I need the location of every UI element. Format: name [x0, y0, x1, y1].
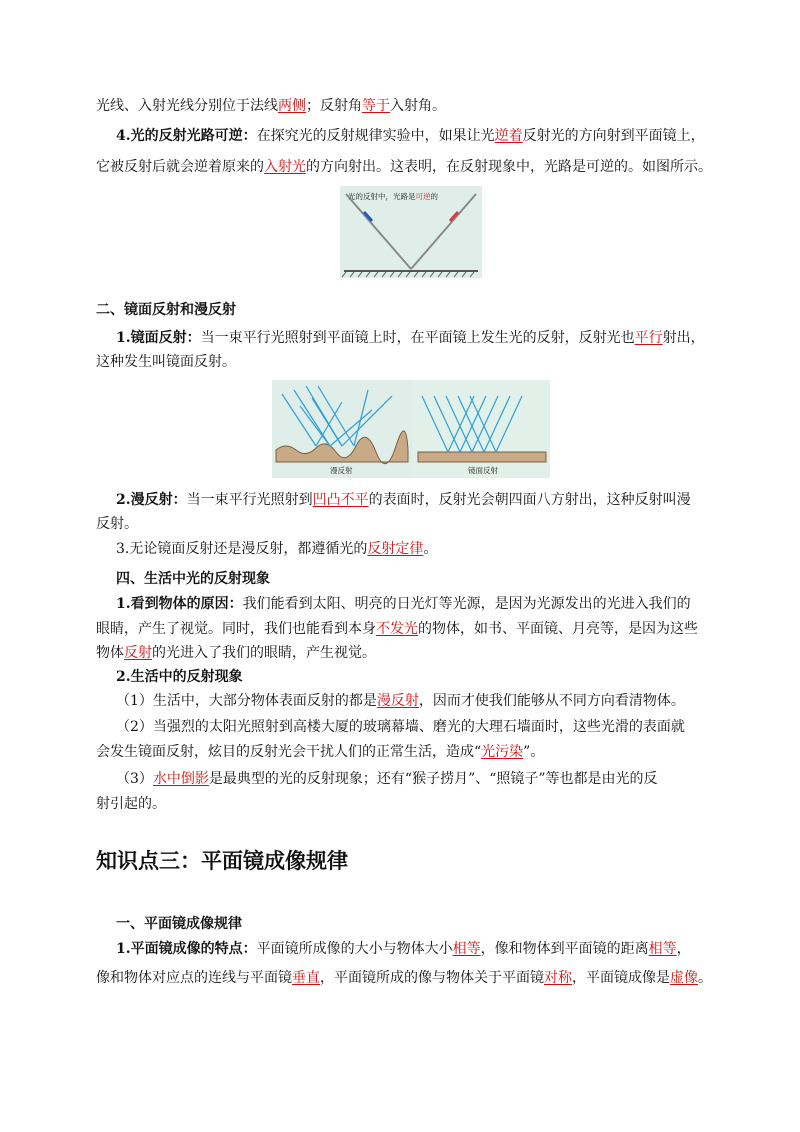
emphasis: 两侧 [278, 98, 306, 114]
text: 反射光的方向射到平面镜上， [522, 128, 705, 144]
emphasis: 水中倒影 [152, 771, 209, 787]
paragraph-item-2-line2 [96, 743, 716, 761]
emphasis: 反射定律 [367, 541, 424, 557]
emphasis: 等于 [362, 98, 390, 114]
text: （1）生活中，大部分物体表面反射的都是 [116, 693, 377, 709]
subheading-life-phenomena: 2.生活中的反射现象 [116, 669, 243, 685]
paragraph-specular-line1 [116, 329, 736, 347]
text: 当一束平行光照射到 [186, 492, 313, 508]
text: ，平面镜成像是 [572, 970, 670, 986]
text: 。 [423, 541, 438, 557]
paragraph-reversible-line2 [96, 158, 716, 176]
paragraph-seeing-line2 [96, 620, 716, 638]
reflection-comparison-figure [272, 380, 550, 478]
emphasis: 对称 [544, 970, 572, 986]
paragraph-plane-mirror-line1 [116, 940, 736, 958]
term: 1.平面镜成像的特点： [116, 941, 257, 957]
emphasis: 平行 [634, 330, 663, 346]
paragraph-item-3-line2: 射引起的。 [96, 796, 166, 812]
text: 的光进入了我们的眼睛，产生视觉。 [152, 645, 376, 661]
section-heading-mirror-diffuse: 二、镜面反射和漫反射 [96, 302, 236, 318]
specular-caption: 镜面反射 [468, 466, 498, 475]
section-heading-plane-mirror: 一、平面镜成像规律 [116, 916, 242, 932]
reversible-path-figure [340, 186, 482, 278]
paragraph-item-1 [116, 692, 736, 710]
paragraph-diffuse-line1 [116, 491, 736, 509]
text: 当一束平行光照射到平面镜上时，在平面镜上发生光的反射，反射光也 [200, 330, 635, 346]
text: 它被反射后就会逆着原来的 [96, 159, 264, 175]
text: ，像和物体到平面镜的距离 [480, 941, 649, 957]
text: ， [676, 941, 691, 957]
emphasis: 入射光 [264, 159, 306, 175]
emphasis: 光污染 [481, 744, 524, 760]
text: 。 [698, 970, 712, 986]
text: 射出， [662, 330, 705, 346]
section-heading-life-reflection: 四、生活中光的反射现象 [116, 571, 270, 587]
text: ；反射角 [306, 98, 362, 114]
paragraph-seeing-line3 [96, 644, 716, 662]
emphasis: 不发光 [376, 621, 418, 637]
diffuse-caption: 漫反射 [330, 466, 353, 475]
emphasis: 凹凸不平 [312, 492, 369, 508]
emphasis: 逆着 [494, 128, 523, 144]
paragraph-plane-mirror-line2 [96, 969, 716, 987]
text: 眼睛，产生了视觉。同时，我们也能看到本身 [96, 621, 376, 637]
text: 入射角。 [390, 98, 446, 114]
text: 会发生镜面反射，炫目的反射光会干扰人们的正常生活，造成“ [96, 744, 482, 760]
emphasis: 垂直 [292, 970, 320, 986]
text: 平面镜所成像的大小与物体大小 [256, 941, 453, 957]
text: 的方向射出。这表明，在反射现象中，光路是可逆的。如图所示。 [306, 159, 712, 175]
paragraph-diffuse-line2: 反射。 [96, 516, 138, 532]
paragraph-reflection-law-end [96, 97, 716, 115]
text: ，平面镜所成的像与物体关于平面镜 [320, 970, 544, 986]
paragraph-seeing-line1 [116, 595, 736, 613]
text: 物体 [96, 645, 124, 661]
emphasis: 虚像 [670, 970, 698, 986]
text: ，因而才使我们能够从不同方向看清物体。 [418, 693, 685, 709]
term: 2.漫反射： [116, 492, 187, 508]
term: 4.光的反射光路可逆： [116, 128, 257, 144]
emphasis: 漫反射 [376, 693, 419, 709]
text: 是最典型的光的反射现象；还有“猴子捞月”、“照镜子”等也都是由光的反 [208, 771, 658, 787]
knowledge-point-heading: 知识点三：平面镜成像规律 [96, 849, 348, 873]
term: 1.镜面反射： [116, 330, 201, 346]
text: 的物体，如书、平面镜、月亮等，是因为这些 [418, 621, 698, 637]
emphasis: 反射 [124, 645, 152, 661]
text: 光线、入射光线分别位于法线 [96, 98, 278, 114]
text: 的表面时，反射光会朝四面八方射出，这种反射叫漫 [368, 492, 691, 508]
text: 我们能看到太阳、明亮的日光灯等光源，是因为光源发出的光进入我们的 [242, 596, 691, 612]
text: 在探究光的反射规律实验中，如果让光 [256, 128, 495, 144]
paragraph-specular-line2: 这种发生叫镜面反射。 [96, 354, 236, 370]
figure-label: 光的反射中，光路是可逆的 [348, 192, 438, 201]
paragraph-both-obey-law [116, 540, 736, 558]
paragraph-item-2-line1: （2）当强烈的太阳光照射到高楼大厦的玻璃幕墙、磨光的大理石墙面时，这些光滑的表面就 [116, 719, 685, 735]
text: ”。 [523, 744, 545, 760]
text: 像和物体对应点的连线与平面镜 [96, 970, 292, 986]
emphasis: 相等 [648, 941, 677, 957]
text: （3） [116, 771, 153, 787]
text: 3.无论镜面反射还是漫反射，都遵循光的 [116, 541, 368, 557]
paragraph-item-3-line1 [116, 770, 736, 788]
emphasis: 相等 [452, 941, 481, 957]
term: 1.看到物体的原因： [116, 596, 243, 612]
paragraph-reversible-line1 [116, 127, 736, 145]
